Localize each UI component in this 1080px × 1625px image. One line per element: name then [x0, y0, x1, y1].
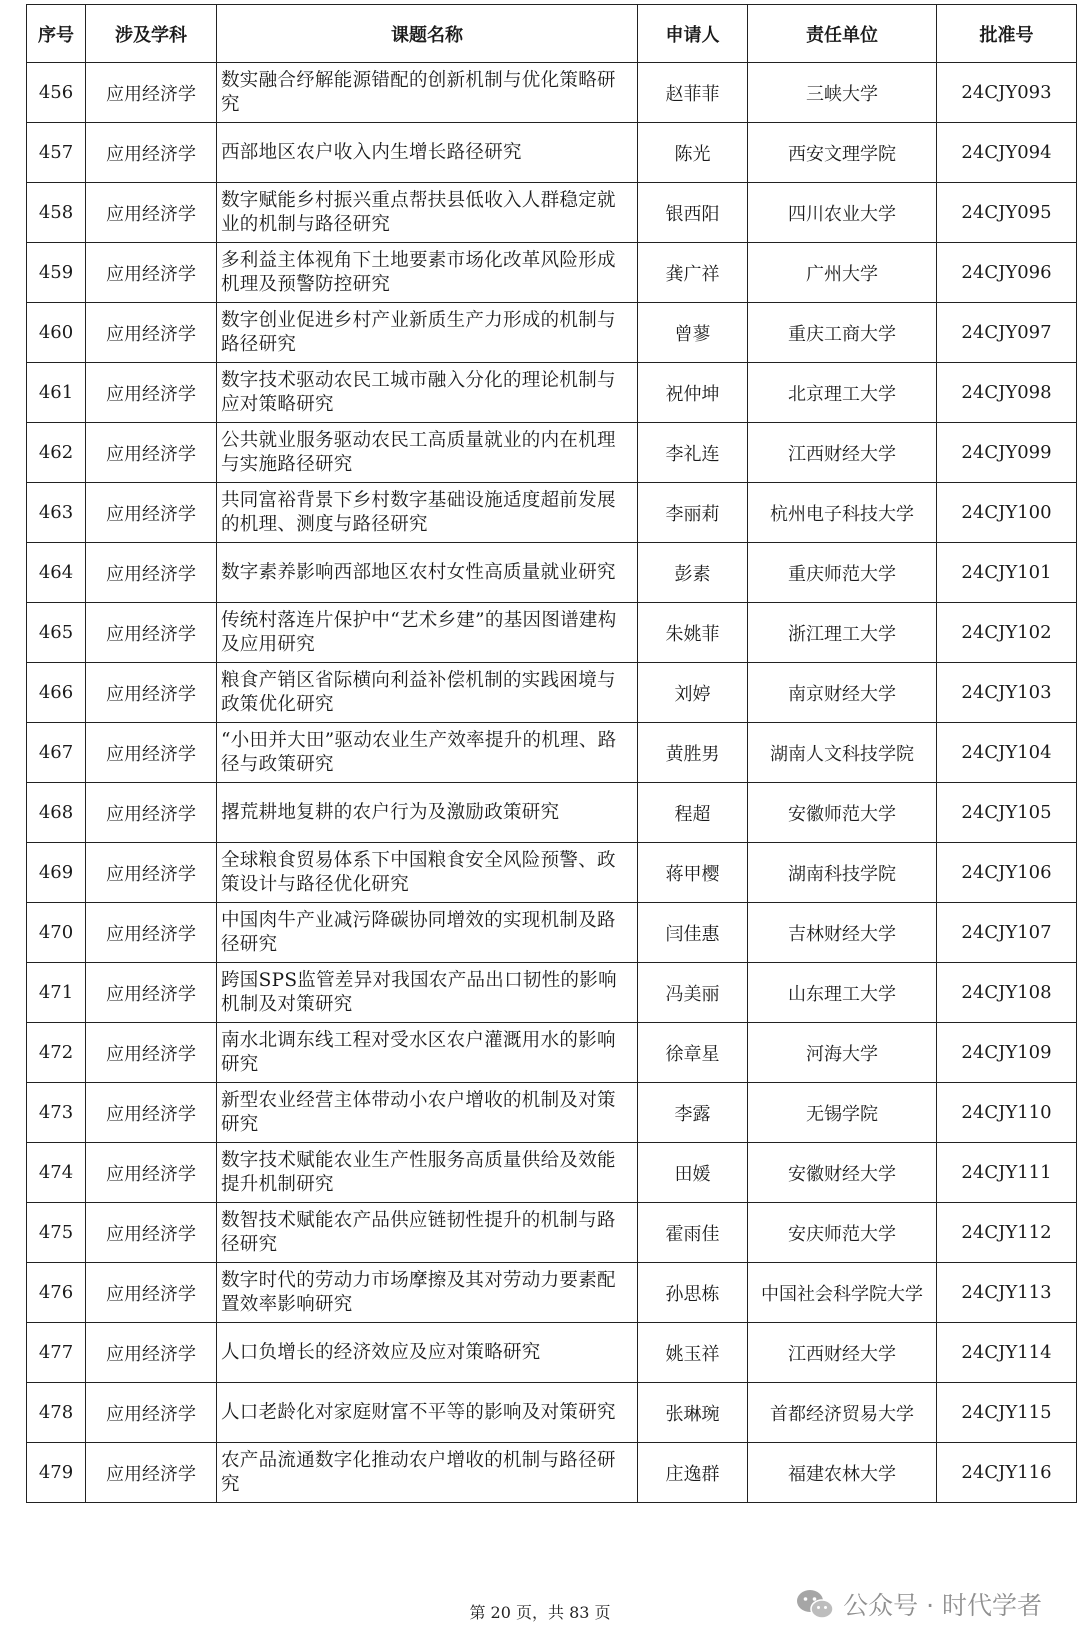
cell-title: “小田并大田”驱动农业生产效率提升的机理、路径与政策研究 — [217, 723, 638, 783]
table-row — [27, 1203, 1077, 1263]
table-row — [27, 963, 1077, 1023]
cell-unit: 安庆师范大学 — [748, 1203, 937, 1263]
cell-discipline: 应用经济学 — [86, 1263, 217, 1323]
cell-unit: 湖南人文科技学院 — [748, 723, 937, 783]
cell-unit: 广州大学 — [748, 243, 937, 303]
cell-title: 传统村落连片保护中“艺术乡建”的基因图谱建构及应用研究 — [217, 603, 638, 663]
cell-approval: 24CJY093 — [937, 63, 1077, 123]
cell-title: 西部地区农户收入内生增长路径研究 — [217, 123, 638, 183]
cell-unit: 四川农业大学 — [748, 183, 937, 243]
cell-title: 中国肉牛产业减污降碳协同增效的实现机制及路径研究 — [217, 903, 638, 963]
cell-unit: 杭州电子科技大学 — [748, 483, 937, 543]
cell-approval: 24CJY103 — [937, 663, 1077, 723]
cell-seq: 458 — [27, 183, 86, 243]
table-row — [27, 183, 1077, 243]
cell-discipline: 应用经济学 — [86, 663, 217, 723]
cell-approval: 24CJY098 — [937, 363, 1077, 423]
cell-seq: 477 — [27, 1323, 86, 1383]
table-row — [27, 903, 1077, 963]
cell-approval: 24CJY097 — [937, 303, 1077, 363]
table-row — [27, 423, 1077, 483]
cell-applicant: 田媛 — [638, 1143, 748, 1203]
cell-seq: 467 — [27, 723, 86, 783]
cell-title: 数智技术赋能农产品供应链韧性提升的机制与路径研究 — [217, 1203, 638, 1263]
cell-unit: 无锡学院 — [748, 1083, 937, 1143]
cell-title: 全球粮食贸易体系下中国粮食安全风险预警、政策设计与路径优化研究 — [217, 843, 638, 903]
cell-unit: 安徽财经大学 — [748, 1143, 937, 1203]
header-discipline: 涉及学科 — [86, 5, 217, 63]
cell-discipline: 应用经济学 — [86, 1203, 217, 1263]
cell-discipline: 应用经济学 — [86, 483, 217, 543]
cell-approval: 24CJY116 — [937, 1443, 1077, 1503]
table-row — [27, 843, 1077, 903]
table-row — [27, 243, 1077, 303]
cell-unit: 浙江理工大学 — [748, 603, 937, 663]
cell-unit: 重庆工商大学 — [748, 303, 937, 363]
cell-approval: 24CJY100 — [937, 483, 1077, 543]
cell-applicant: 姚玉祥 — [638, 1323, 748, 1383]
cell-discipline: 应用经济学 — [86, 423, 217, 483]
table-header-row — [27, 5, 1077, 63]
cell-applicant: 赵菲菲 — [638, 63, 748, 123]
cell-seq: 476 — [27, 1263, 86, 1323]
cell-seq: 460 — [27, 303, 86, 363]
cell-title: 数字时代的劳动力市场摩擦及其对劳动力要素配置效率影响研究 — [217, 1263, 638, 1323]
table-row — [27, 1443, 1077, 1503]
cell-title: 人口负增长的经济效应及应对策略研究 — [217, 1323, 638, 1383]
cell-seq: 470 — [27, 903, 86, 963]
cell-discipline: 应用经济学 — [86, 123, 217, 183]
cell-unit: 重庆师范大学 — [748, 543, 937, 603]
cell-discipline: 应用经济学 — [86, 63, 217, 123]
cell-seq: 456 — [27, 63, 86, 123]
cell-applicant: 李露 — [638, 1083, 748, 1143]
cell-applicant: 李丽莉 — [638, 483, 748, 543]
cell-approval: 24CJY094 — [937, 123, 1077, 183]
cell-approval: 24CJY113 — [937, 1263, 1077, 1323]
table-row — [27, 303, 1077, 363]
page-number: 第 20 页，共 83 页 — [469, 1603, 611, 1622]
cell-applicant: 程超 — [638, 783, 748, 843]
cell-unit: 福建农林大学 — [748, 1443, 937, 1503]
cell-approval: 24CJY095 — [937, 183, 1077, 243]
cell-seq: 474 — [27, 1143, 86, 1203]
cell-applicant: 张琳琬 — [638, 1383, 748, 1443]
cell-applicant: 龚广祥 — [638, 243, 748, 303]
cell-discipline: 应用经济学 — [86, 1323, 217, 1383]
cell-unit: 安徽师范大学 — [748, 783, 937, 843]
cell-seq: 468 — [27, 783, 86, 843]
cell-unit: 吉林财经大学 — [748, 903, 937, 963]
cell-applicant: 霍雨佳 — [638, 1203, 748, 1263]
cell-unit: 中国社会科学院大学 — [748, 1263, 937, 1323]
cell-approval: 24CJY110 — [937, 1083, 1077, 1143]
cell-approval: 24CJY112 — [937, 1203, 1077, 1263]
cell-applicant: 黄胜男 — [638, 723, 748, 783]
cell-seq: 469 — [27, 843, 86, 903]
cell-seq: 459 — [27, 243, 86, 303]
cell-discipline: 应用经济学 — [86, 903, 217, 963]
cell-title: 数字素养影响西部地区农村女性高质量就业研究 — [217, 543, 638, 603]
header-unit: 责任单位 — [748, 5, 937, 63]
cell-approval: 24CJY107 — [937, 903, 1077, 963]
cell-discipline: 应用经济学 — [86, 1443, 217, 1503]
cell-approval: 24CJY108 — [937, 963, 1077, 1023]
cell-title: 农产品流通数字化推动农户增收的机制与路径研究 — [217, 1443, 638, 1503]
project-table — [26, 4, 1077, 1503]
cell-seq: 475 — [27, 1203, 86, 1263]
cell-applicant: 冯美丽 — [638, 963, 748, 1023]
cell-discipline: 应用经济学 — [86, 843, 217, 903]
cell-applicant: 庄逸群 — [638, 1443, 748, 1503]
cell-approval: 24CJY102 — [937, 603, 1077, 663]
cell-discipline: 应用经济学 — [86, 183, 217, 243]
cell-title: 数实融合纾解能源错配的创新机制与优化策略研究 — [217, 63, 638, 123]
cell-discipline: 应用经济学 — [86, 963, 217, 1023]
cell-approval: 24CJY101 — [937, 543, 1077, 603]
cell-discipline: 应用经济学 — [86, 243, 217, 303]
cell-discipline: 应用经济学 — [86, 1083, 217, 1143]
cell-approval: 24CJY104 — [937, 723, 1077, 783]
cell-unit: 三峡大学 — [748, 63, 937, 123]
cell-title: 新型农业经营主体带动小农户增收的机制及对策研究 — [217, 1083, 638, 1143]
cell-applicant: 孙思栋 — [638, 1263, 748, 1323]
table-row — [27, 663, 1077, 723]
table-row — [27, 63, 1077, 123]
cell-applicant: 朱姚菲 — [638, 603, 748, 663]
cell-applicant: 彭素 — [638, 543, 748, 603]
cell-applicant: 曾蓼 — [638, 303, 748, 363]
cell-seq: 473 — [27, 1083, 86, 1143]
wechat-icon — [795, 1588, 835, 1620]
table-row — [27, 1143, 1077, 1203]
cell-title: 公共就业服务驱动农民工高质量就业的内在机理与实施路径研究 — [217, 423, 638, 483]
cell-unit: 西安文理学院 — [748, 123, 937, 183]
cell-title: 人口老龄化对家庭财富不平等的影响及对策研究 — [217, 1383, 638, 1443]
cell-applicant: 祝仲坤 — [638, 363, 748, 423]
cell-title: 共同富裕背景下乡村数字基础设施适度超前发展的机理、测度与路径研究 — [217, 483, 638, 543]
cell-discipline: 应用经济学 — [86, 1023, 217, 1083]
header-seq: 序号 — [27, 5, 86, 63]
cell-seq: 465 — [27, 603, 86, 663]
table-row — [27, 1263, 1077, 1323]
table-row — [27, 483, 1077, 543]
cell-seq: 462 — [27, 423, 86, 483]
cell-unit: 北京理工大学 — [748, 363, 937, 423]
cell-unit: 江西财经大学 — [748, 1323, 937, 1383]
table-row — [27, 723, 1077, 783]
cell-discipline: 应用经济学 — [86, 783, 217, 843]
table-row — [27, 543, 1077, 603]
cell-applicant: 陈光 — [638, 123, 748, 183]
cell-seq: 461 — [27, 363, 86, 423]
cell-title: 跨国SPS监管差异对我国农产品出口韧性的影响机制及对策研究 — [217, 963, 638, 1023]
cell-discipline: 应用经济学 — [86, 723, 217, 783]
cell-title: 数字创业促进乡村产业新质生产力形成的机制与路径研究 — [217, 303, 638, 363]
cell-approval: 24CJY114 — [937, 1323, 1077, 1383]
table-row — [27, 1383, 1077, 1443]
cell-discipline: 应用经济学 — [86, 543, 217, 603]
cell-approval: 24CJY099 — [937, 423, 1077, 483]
table-row — [27, 1023, 1077, 1083]
watermark — [795, 1586, 1042, 1622]
table-body — [27, 63, 1077, 1503]
cell-unit: 河海大学 — [748, 1023, 937, 1083]
header-applicant: 申请人 — [638, 5, 748, 63]
cell-approval: 24CJY115 — [937, 1383, 1077, 1443]
table-row — [27, 123, 1077, 183]
cell-approval: 24CJY109 — [937, 1023, 1077, 1083]
cell-seq: 479 — [27, 1443, 86, 1503]
cell-discipline: 应用经济学 — [86, 1383, 217, 1443]
cell-unit: 首都经济贸易大学 — [748, 1383, 937, 1443]
cell-title: 南水北调东线工程对受水区农户灌溉用水的影响研究 — [217, 1023, 638, 1083]
cell-applicant: 李礼连 — [638, 423, 748, 483]
cell-title: 粮食产销区省际横向利益补偿机制的实践困境与政策优化研究 — [217, 663, 638, 723]
cell-applicant: 徐章星 — [638, 1023, 748, 1083]
table-row — [27, 783, 1077, 843]
header-title: 课题名称 — [217, 5, 638, 63]
cell-unit: 湖南科技学院 — [748, 843, 937, 903]
cell-title: 数字技术驱动农民工城市融入分化的理论机制与应对策略研究 — [217, 363, 638, 423]
table-row — [27, 1083, 1077, 1143]
cell-unit: 山东理工大学 — [748, 963, 937, 1023]
cell-seq: 472 — [27, 1023, 86, 1083]
cell-applicant: 蒋甲樱 — [638, 843, 748, 903]
cell-seq: 457 — [27, 123, 86, 183]
cell-discipline: 应用经济学 — [86, 363, 217, 423]
cell-approval: 24CJY111 — [937, 1143, 1077, 1203]
cell-title: 数字技术赋能农业生产性服务高质量供给及效能提升机制研究 — [217, 1143, 638, 1203]
cell-approval: 24CJY096 — [937, 243, 1077, 303]
table-row — [27, 1323, 1077, 1383]
cell-title: 撂荒耕地复耕的农户行为及激励政策研究 — [217, 783, 638, 843]
cell-seq: 471 — [27, 963, 86, 1023]
cell-title: 数字赋能乡村振兴重点帮扶县低收入人群稳定就业的机制与路径研究 — [217, 183, 638, 243]
header-approval: 批准号 — [937, 5, 1077, 63]
cell-unit: 江西财经大学 — [748, 423, 937, 483]
cell-discipline: 应用经济学 — [86, 603, 217, 663]
cell-seq: 478 — [27, 1383, 86, 1443]
table-row — [27, 603, 1077, 663]
cell-approval: 24CJY106 — [937, 843, 1077, 903]
cell-approval: 24CJY105 — [937, 783, 1077, 843]
cell-applicant: 闫佳惠 — [638, 903, 748, 963]
cell-discipline: 应用经济学 — [86, 303, 217, 363]
cell-seq: 463 — [27, 483, 86, 543]
watermark-text: 公众号 · 时代学者 — [843, 1591, 1042, 1620]
cell-applicant: 刘婷 — [638, 663, 748, 723]
cell-title: 多利益主体视角下土地要素市场化改革风险形成机理及预警防控研究 — [217, 243, 638, 303]
cell-seq: 466 — [27, 663, 86, 723]
cell-discipline: 应用经济学 — [86, 1143, 217, 1203]
cell-applicant: 银西阳 — [638, 183, 748, 243]
cell-unit: 南京财经大学 — [748, 663, 937, 723]
table-row — [27, 363, 1077, 423]
cell-seq: 464 — [27, 543, 86, 603]
